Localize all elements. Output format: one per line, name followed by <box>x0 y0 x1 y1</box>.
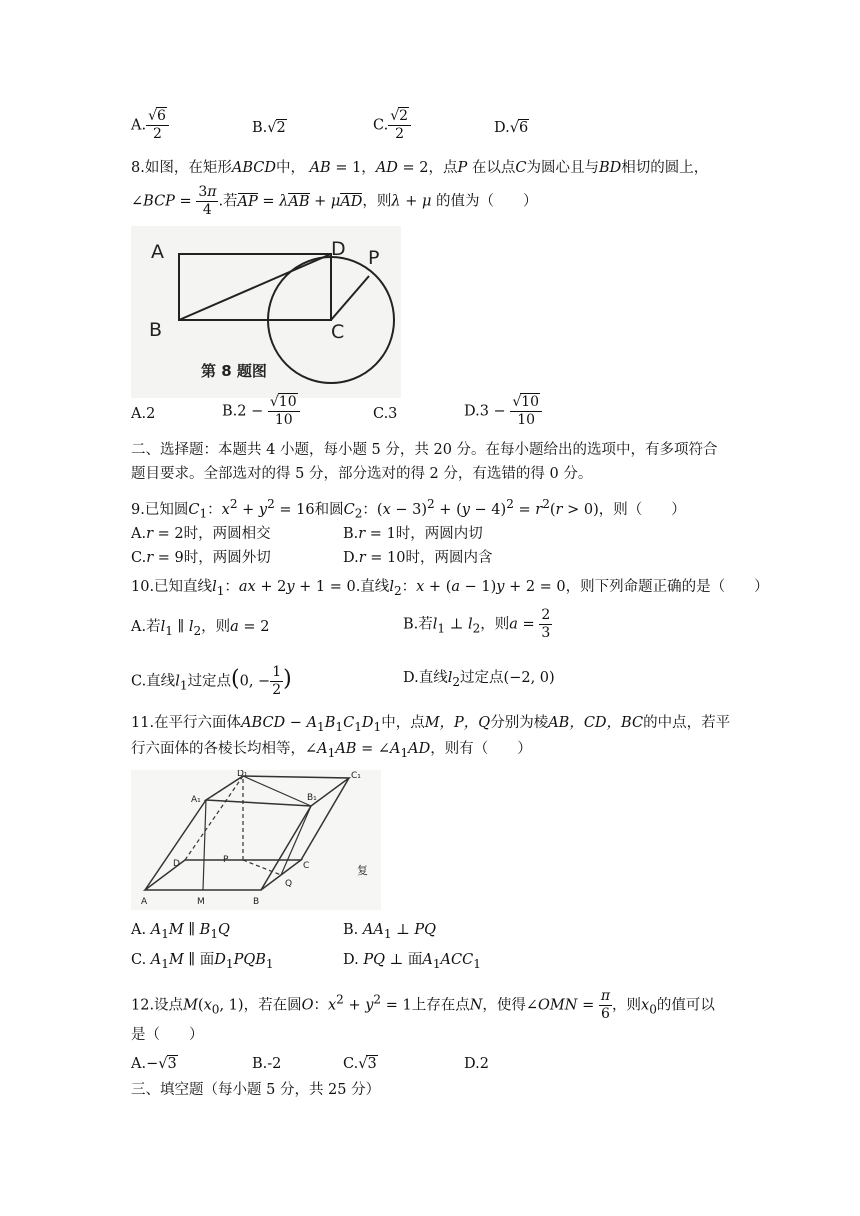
svg-text:Q: Q <box>285 879 293 889</box>
q7-option-d: D.√6 <box>494 120 529 136</box>
q10-option-c: C.直线$l_1$过定点(0, − $\frac{1}{2}$ ) <box>131 664 292 698</box>
section2-line-2: 题目要求。全部选对的得 5 分，部分选对的得 2 分，有选错的得 0 分。 <box>131 466 593 482</box>
svg-text:P: P <box>223 855 229 865</box>
q9-option-b: B.r = 1时，两圆内切 <box>343 526 483 542</box>
svg-text:C: C <box>303 861 310 871</box>
q11-option-b: B. $AA_1$ ⊥ PQ <box>343 922 437 941</box>
section3-title: 三、填空题（每小题 5 分，共 25 分） <box>131 1082 381 1098</box>
q12-line-2: 是（ ） <box>131 1027 204 1043</box>
q9-option-a: A.r = 2时，两圆相交 <box>131 526 271 542</box>
q11-figure <box>131 770 381 910</box>
q12-line-1: 12.设点$M(x_0$, 1)，若在圆O：$x^2 + y^2 = 1$上存在点N，使得∠OMN = $\frac{\pi}{6}$ ，则$x_0$的值可以 <box>131 988 715 1022</box>
q7-option-c: C. $\frac{√2}{2}$ <box>373 108 411 143</box>
label-b: B <box>149 319 163 341</box>
q12-option-c: C.√3 <box>343 1056 377 1072</box>
q11-line-2: 行六面体的各棱长均相等，$\angle A_1AB$ = $\angle A_1AD$，则有（ ） <box>131 741 532 760</box>
q8-line-2: ∠BCP = $\frac{3\pi}{4}$ .若AP = λAB + μAD，则λ + μ 的值为（ ） <box>131 184 538 218</box>
svg-text:D: D <box>173 859 180 869</box>
label-d: D <box>331 238 346 260</box>
q8-line-1: 8.如图，在矩形ABCD中， AB = 1，AD = 2，点P 在以点C为圆心且与BD相切的圆上， <box>131 160 709 176</box>
q8-option-b: B.2 − $\frac{√10}{10}$ <box>222 394 300 429</box>
svg-text:B₁: B₁ <box>307 793 317 803</box>
svg-text:A: A <box>141 897 148 907</box>
label-a: A <box>151 241 164 263</box>
q8-option-c: C.3 <box>373 406 398 422</box>
label-p: P <box>368 247 380 269</box>
q9-option-c: C.r = 9时，两圆外切 <box>131 550 271 566</box>
q10-stem: 10.已知直线$l_1$：ax + 2y + 1 = 0.直线$l_2$：x + (a − 1)y + 2 = 0，则下列命题正确的是（ ） <box>131 579 769 598</box>
q7-option-a: A. $\frac{√6}{2}$ <box>131 108 169 143</box>
svg-text:B: B <box>253 897 260 907</box>
figure-caption: 第 8 题图 <box>201 362 267 380</box>
q11-option-d: D. PQ ⊥ 面$A_1ACC_1$ <box>343 952 481 971</box>
svg-text:复: 复 <box>357 864 368 877</box>
q12-option-b: B.-2 <box>252 1056 282 1072</box>
svg-text:M: M <box>197 897 205 907</box>
q9-option-d: D.r = 10时，两圆内含 <box>343 550 493 566</box>
svg-text:C₁: C₁ <box>351 771 361 781</box>
q11-option-c: C. $A_1M$ ∥ 面$D_1PQB_1$ <box>131 952 274 971</box>
svg-text:D₁: D₁ <box>237 770 248 779</box>
q11-line-1: 11.在平行六面体ABCD − $A_1B_1C_1D_1$中，点M，P，Q分别为棱AB，CD，BC的中点，若平 <box>131 715 731 734</box>
q11-option-a: A. $A_1M$ ∥ $B_1Q$ <box>131 922 230 941</box>
q8-option-d: D.3 − $\frac{√10}{10}$ <box>464 394 542 429</box>
q12-option-d: D.2 <box>464 1056 489 1072</box>
section2-line-1: 二、选择题：本题共 4 小题，每小题 5 分，共 20 分。在每小题给出的选项中，有多项符合 <box>131 442 718 458</box>
q9-stem: 9.已知圆$C_1$：$x^2 + y^2 = 16$和圆$C_2$：$(x - 3)^2 + (y - 4)^2 = r^2(r > 0)$，则（ ） <box>131 497 686 521</box>
q10-option-b: B.若$l_1$ ⊥ $l_2$，则a = $\frac{2}{3}$ <box>403 607 551 641</box>
q12-option-a: A.−√3 <box>131 1056 177 1072</box>
label-c: C <box>331 321 345 343</box>
svg-text:A₁: A₁ <box>191 795 201 805</box>
q10-option-d: D.直线$l_2$过定点(−2, 0) <box>403 670 555 689</box>
q10-option-a: A.若$l_1$ ∥ $l_2$，则a = 2 <box>131 619 270 638</box>
q8-figure <box>131 226 401 398</box>
q8-option-a: A.2 <box>131 406 156 422</box>
q7-option-b: B.√2 <box>252 120 286 136</box>
